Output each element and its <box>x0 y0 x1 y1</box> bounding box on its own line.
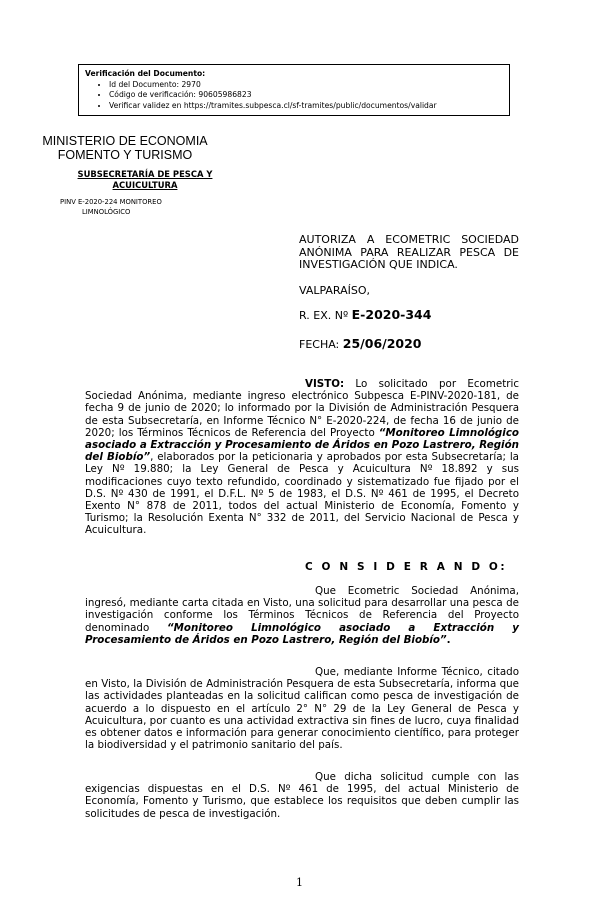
subsecretaria-line-1: SUBSECRETARÍA DE PESCA Y <box>77 169 213 179</box>
resolution-number <box>299 307 431 322</box>
visto-text-a: Lo solicitado por Ecometric Sociedad Anónima, mediante ingreso electrónico Subpesca E-PINV-2020-181, de fecha 9 de junio de 2020; lo informado por la División de Administración Pesquera de esta Subsecretaría, en Informe Técnico N° E-2020-224, de fecha 16 de junio de 2020; los Términos Técnicos de Referencia del Proyecto <box>85 378 519 439</box>
ministry-line-2: FOMENTO Y TURISMO <box>57 148 193 162</box>
city: VALPARAÍSO, <box>299 284 371 297</box>
page-number: 1 <box>296 876 303 889</box>
date-label: FECHA: <box>299 338 340 351</box>
considerando-heading: C O N S I D E R A N D O: <box>305 561 508 573</box>
resolution-number-value: E-2020-344 <box>351 307 432 322</box>
considerando-p1-b: . <box>446 633 451 646</box>
visto-label: VISTO: <box>305 378 345 390</box>
verification-code: • Código de verificación: 90605986823 <box>109 90 509 101</box>
verification-link[interactable]: • Verificar validez en https://tramites.subpesca.cl/sf-tramites/public/documentos/validar <box>109 101 509 112</box>
ministry-line-1: MINISTERIO DE ECONOMIA <box>42 134 208 148</box>
verification-title: Verificación del Documento: <box>85 69 206 78</box>
subsecretaria-line-2: ACUICULTURA <box>112 180 178 190</box>
reference-code <box>60 198 200 217</box>
ministry-name <box>40 134 210 162</box>
reference-line-2: LIMNOLÓGICO <box>82 207 131 216</box>
verification-box <box>78 64 510 116</box>
date-value: 25/06/2020 <box>342 336 422 351</box>
visto-project-title: “Monitoreo Limnológico asociado a Extracción y Procesamiento de Áridos en Pozo Lastrero, Región del Biobío” <box>85 426 519 464</box>
reference-line-1: PINV E-2020-224 MONITOREO <box>60 198 162 206</box>
resolution-summary: AUTORIZA A ECOMETRIC SOCIEDAD ANÓNIMA PARA REALIZAR PESCA DE INVESTIGACIÓN QUE INDICA. <box>299 233 519 271</box>
considerando-paragraph-2: Que, mediante Informe Técnico, citado en Visto, la División de Administración Pesquera de esta Subsecretaría, informa que las actividades planteadas en la solicitud califican como pesca de investigación de acuerdo a lo dispuesto en el artículo 2° N° 29 de la Ley General de Pesca y Acuicultura, por cuanto es una actividad extractiva sin fines de lucro, cuya finalidad es obtener datos e información para generar conocimiento científico, para proteger la biodiversidad y el patrimonio sanitario del país. <box>85 666 519 752</box>
considerando-p1-title: “Monitoreo Limnológico asociado a Extracción y Procesamiento de Áridos en Pozo Lastrero, Región del Biobío” <box>85 621 519 646</box>
visto-text-b: , elaborados por la peticionaria y aprobados por esta Subsecretaría; la Ley Nº 19.880; la Ley General de Pesca y Acuicultura Nº 18.892 y sus modificaciones cuyo texto refundido, coordinado y sistematizado fue fijado por el D.S. Nº 430 de 1991, el D.F.L. Nº 5 de 1983, el D.S. Nº 461 de 1995, el Decreto Exento N° 878 de 2011, todos del actual Ministerio de Economía, Fomento y Turismo; la Resolución Exenta N° 332 de 2011, del Servicio Nacional de Pesca y Acuicultura. <box>85 451 519 537</box>
subsecretaria-name <box>70 169 220 191</box>
considerando-paragraph-3: Que dicha solicitud cumple con las exigencias dispuestas en el D.S. Nº 461 de 1995, del actual Ministerio de Economía, Fomento y Turismo, que establece los requisitos que deben cumplir las solicitudes de pesca de investigación. <box>85 771 519 820</box>
resolution-number-label: R. EX. Nº <box>299 309 349 322</box>
considerando-p1-a: Que Ecometric Sociedad Anónima, ingresó, mediante carta citada en Visto, una solicitud para desarrollar una pesca de investigación conforme los Términos Técnicos de Referencia del Proyecto denominado <box>85 585 519 634</box>
verification-list <box>85 80 509 112</box>
visto-paragraph <box>85 378 519 537</box>
considerando-paragraph-1 <box>85 585 519 646</box>
resolution-date <box>299 336 422 351</box>
document-id: • Id del Documento: 2970 <box>109 80 509 91</box>
